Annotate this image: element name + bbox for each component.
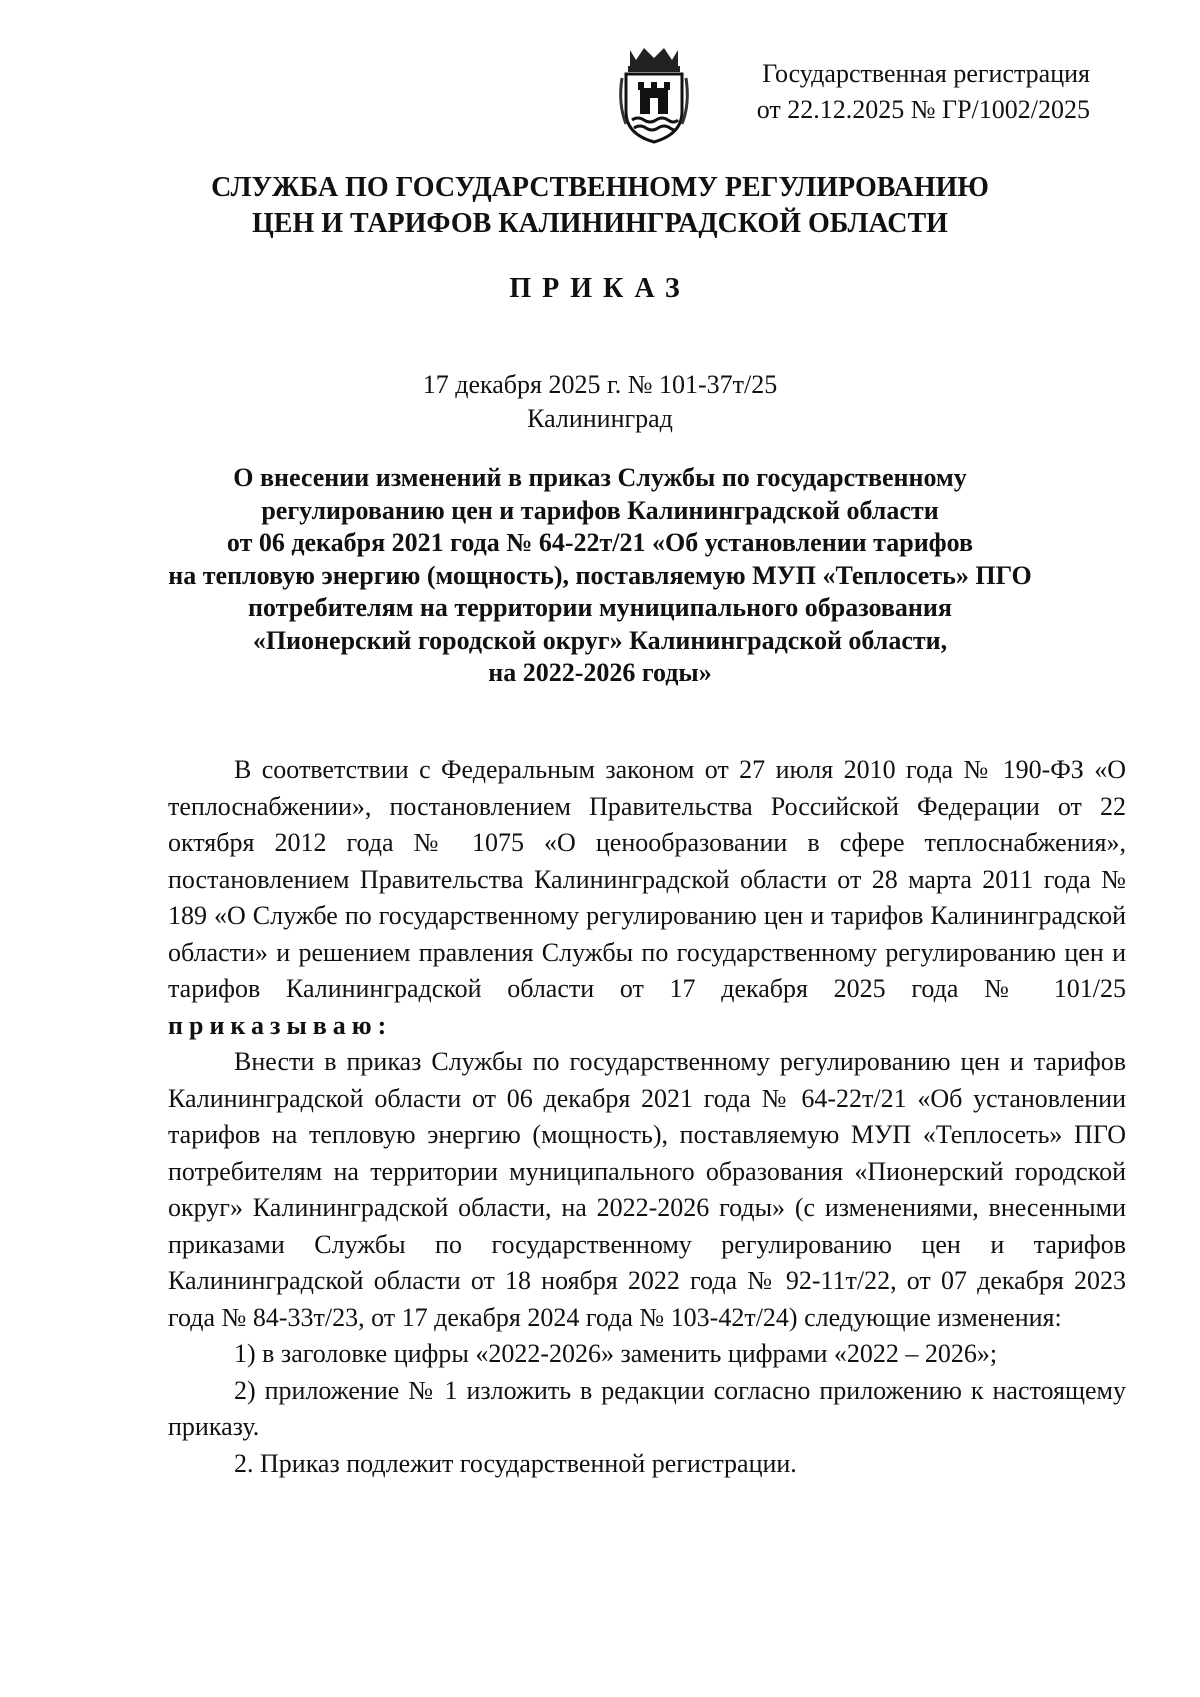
subject-line: от 06 декабря 2021 года № 64-22т/21 «Об установлении тарифов — [226, 528, 974, 557]
order-body — [168, 752, 1126, 1482]
order-subject-heading — [0, 462, 1200, 690]
organization-line-1: СЛУЖБА ПО ГОСУДАРСТВЕННОМУ РЕГУЛИРОВАНИЮ — [211, 172, 989, 203]
order-city: Калининград — [527, 404, 673, 433]
item-1-paragraph: Внести в приказ Службы по государственному регулированию цен и тарифов Калининградской области от 06 декабря 2021 года № 64-22т/21 «Об установлении тарифов на тепловую энергию (мощность), поставляемую МУП «Теплосеть» ПГО потребителям на территории муниципального образования «Пионерский городской округ» Калининградской области, на 2022-2026 годы» (с изменениями, внесенными приказами Службы по государственному регулированию цен и тарифов Калининградской области от 18 ноября 2022 года № 92-11т/22, от 07 декабря 2023 года № 84-33т/23, от 17 декабря 2024 года № 103-42т/24) следующие изменения: — [168, 1047, 1126, 1332]
preamble-text: В соответствии с Федеральным законом от 27 июля 2010 года № 190-ФЗ «О теплоснабжении», постановлением Правительства Российской Федерации от 22 октября 2012 года № 1075 «О ценообразовании в сфере теплоснабжения», постановлением Правительства Калининградской области от 28 марта 2011 года № 189 «О Службе по государственному регулированию цен и тарифов Калининградской области» и решением правления Службы по государственному регулированию цен и тарифов Калининградской области от 17 декабря 2025 года № 101/25 — [168, 755, 1126, 1003]
subject-line: потребителям на территории муниципального образования — [248, 593, 952, 622]
coat-of-arms-emblem — [616, 44, 692, 144]
subject-line: «Пионерский городской округ» Калининградской области, — [252, 625, 948, 655]
subject-line: на 2022-2026 годы» — [488, 658, 712, 687]
organization-name — [0, 170, 1200, 242]
registration-line-1: Государственная регистрация — [762, 59, 1090, 88]
change-2-paragraph: 2) приложение № 1 изложить в редакции согласно приложению к настоящему приказу. — [168, 1375, 1126, 1441]
subject-line: регулированию цен и тарифов Калининградской области — [261, 495, 939, 525]
order-word: приказываю: — [168, 1010, 393, 1040]
subject-line: на тепловую энергию (мощность), поставляемую МУП «Теплосеть» ПГО — [168, 560, 1032, 590]
organization-line-2: ЦЕН И ТАРИФОВ КАЛИНИНГРАДСКОЙ ОБЛАСТИ — [252, 208, 948, 239]
order-date-number: 17 декабря 2025 г. № 101-37т/25 — [422, 370, 778, 399]
date-and-place — [0, 368, 1200, 436]
document-type-title: ПРИКАЗ — [509, 273, 691, 304]
preamble-paragraph — [168, 752, 1126, 1044]
state-registration-stamp — [757, 56, 1090, 128]
registration-line-2: от 22.12.2025 № ГР/1002/2025 — [756, 95, 1090, 124]
change-1-paragraph: 1) в заголовке цифры «2022-2026» заменить цифрами «2022 – 2026»; — [234, 1339, 998, 1368]
item-2-paragraph: 2. Приказ подлежит государственной регистрации. — [234, 1448, 797, 1478]
subject-line: О внесении изменений в приказ Службы по государственному — [233, 463, 967, 492]
